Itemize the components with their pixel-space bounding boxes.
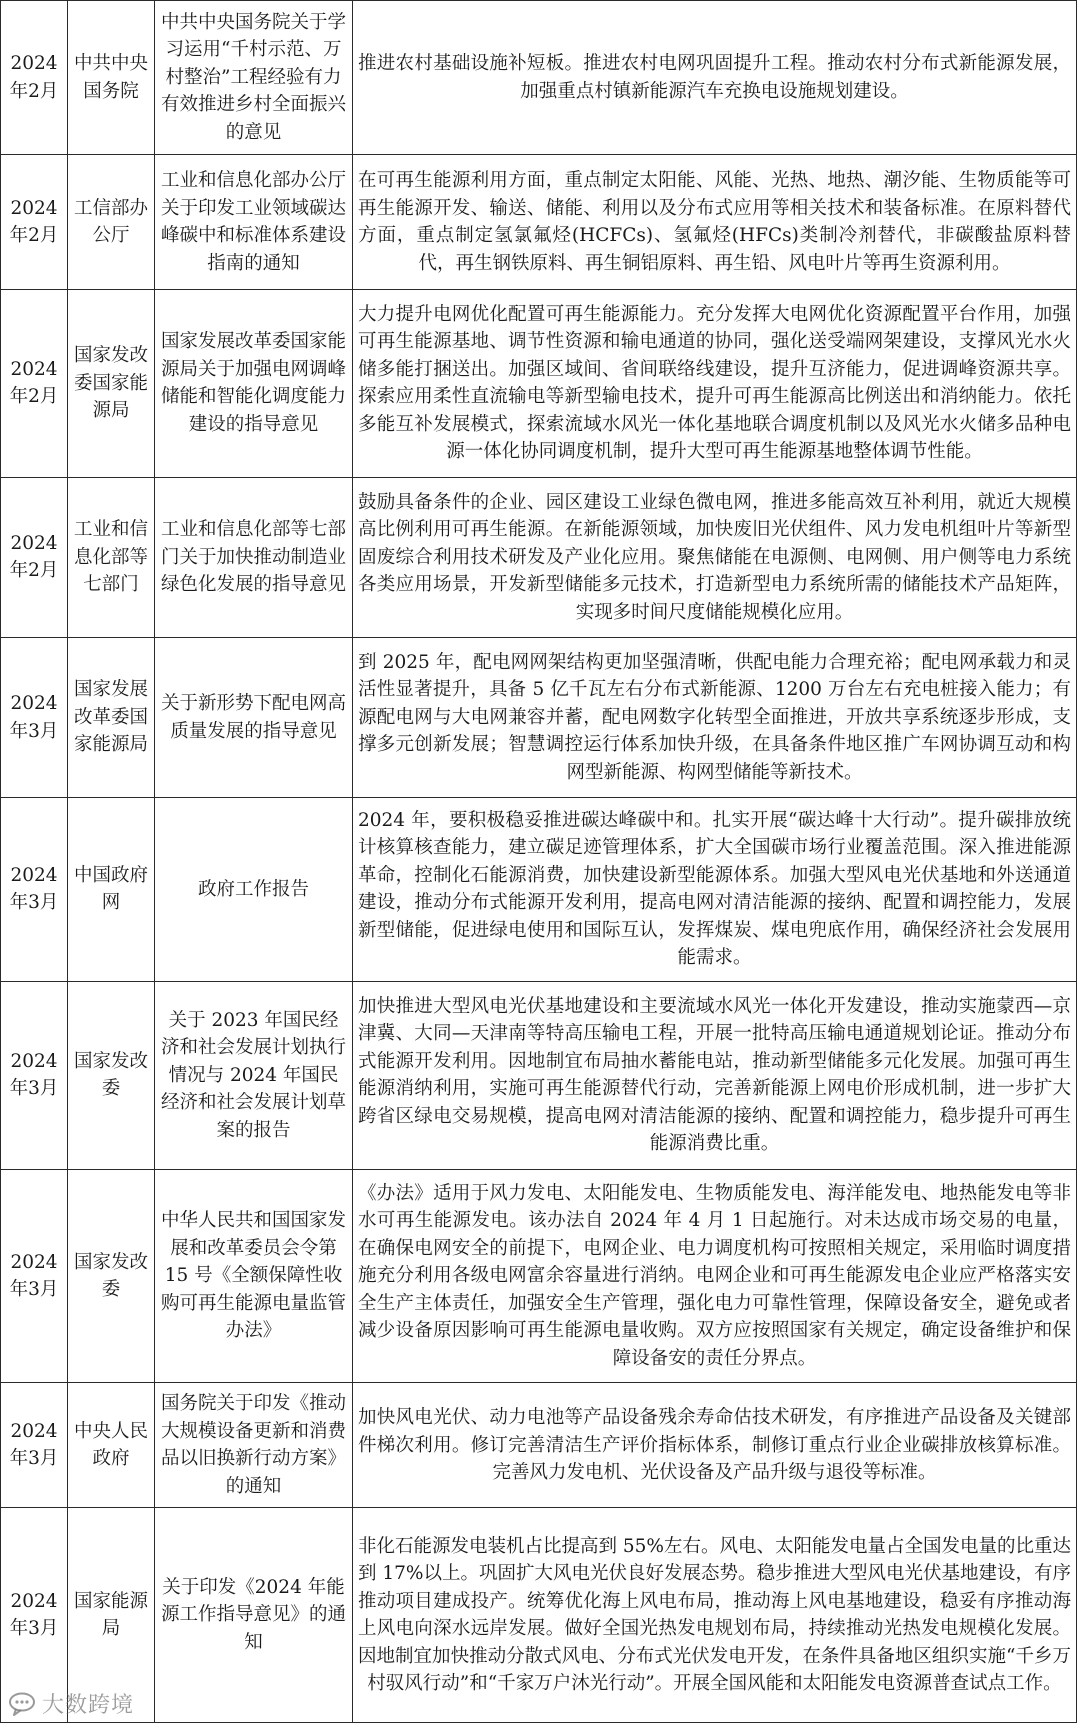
table-row	[1, 289, 1077, 477]
watermark-text: 大数跨境	[42, 1693, 135, 1718]
content-cell: 鼓励具备条件的企业、园区建设工业绿色微电网，推进多能高效互补利用，就近大规模高比例利用可再生能源。在新能源领域，加快废旧光伏组件、风力发电机组叶片等新型固废综合利用技术研发及产业化应用。聚焦储能在电源侧、电网侧、用户侧等电力系统各类应用场景，开发新型储能多元技术，打造新型电力系统所需的储能技术产品矩阵，实现多时间尺度储能规模化应用。	[353, 477, 1077, 637]
table-row	[1, 1383, 1077, 1508]
document-title-cell: 政府工作报告	[155, 798, 353, 982]
table-row	[1, 155, 1077, 290]
date-cell: 2024年3月	[1, 981, 68, 1169]
document-title-cell: 关于 2023 年国民经济和社会发展计划执行情况与 2024 年国民经济和社会发展计划草案的报告	[155, 981, 353, 1169]
issuer-cell: 国家发改委国家能源局	[68, 289, 155, 477]
date-cell: 2024年2月	[1, 289, 68, 477]
issuer-cell: 中央人民政府	[68, 1383, 155, 1508]
issuer-cell: 国家发改委	[68, 981, 155, 1169]
document-title-cell: 中华人民共和国国家发展和改革委员会令第 15 号《全额保障性收购可再生能源电量监管办法》	[155, 1169, 353, 1383]
table-row	[1, 637, 1077, 797]
date-cell: 2024年3月	[1, 1169, 68, 1383]
content-cell: 加快推进大型风电光伏基地建设和主要流域水风光一体化开发建设，推动实施蒙西—京津冀、大同—天津南等特高压输电工程，开展一批特高压输电通道规划论证。推动分布式能源开发利用。因地制宜布局抽水蓄能电站，推动新型储能多元化发展。加强可再生能源消纳利用，实施可再生能源替代行动，完善新能源上网电价形成机制，进一步扩大跨省区绿电交易规模，提高电网对清洁能源的接纳、配置和调控能力，稳步提升可再生能源消费比重。	[353, 981, 1077, 1169]
table-body	[1, 1, 1077, 1723]
document-title-cell: 国家发展改革委国家能源局关于加强电网调峰储能和智能化调度能力建设的指导意见	[155, 289, 353, 477]
document-title-cell: 关于印发《2024 年能源工作指导意见》的通知	[155, 1508, 353, 1723]
issuer-cell: 中国政府网	[68, 798, 155, 982]
issuer-cell: 国家能源局	[68, 1508, 155, 1723]
issuer-cell: 国家发改委	[68, 1169, 155, 1383]
issuer-cell: 国家发展改革委国家能源局	[68, 637, 155, 797]
content-cell: 非化石能源发电装机占比提高到 55%左右。风电、太阳能发电量占全国发电量的比重达到 17%以上。巩固扩大风电光伏良好发展态势。稳步推进大型风电光伏基地建设，有序推动项目建成投产。统筹优化海上风电布局，推动海上风电基地建设，稳妥有序推动海上风电向深水远岸发展。做好全国光热发电规划布局，持续推动光热发电规模化发展。因地制宜加快推动分散式风电、分布式光伏发电开发，在条件具备地区组织实施“千乡万村驭风行动”和“千家万户沐光行动”。开展全国风能和太阳能发电资源普查试点工作。	[353, 1508, 1077, 1723]
content-cell: 到 2025 年，配电网网架结构更加坚强清晰，供配电能力合理充裕；配电网承载力和灵活性显著提升，具备 5 亿千瓦左右分布式新能源、1200 万台左右充电桩接入能力；有源配电网与大电网兼容并蓄，配电网数字化转型全面推进，开放共享系统逐步形成，支撑多元创新发展；智慧调控运行体系加快升级，在具备条件地区推广车网协调互动和构网型新能源、构网型储能等新技术。	[353, 637, 1077, 797]
issuer-cell: 中共中央国务院	[68, 1, 155, 155]
table-row	[1, 1508, 1077, 1723]
date-cell: 2024年3月	[1, 798, 68, 982]
date-cell: 2024年2月	[1, 155, 68, 290]
content-cell: 在可再生能源利用方面，重点制定太阳能、风能、光热、地热、潮汐能、生物质能等可再生能源开发、输送、储能、利用以及分布式应用等相关技术和装备标准。在原料替代方面，重点制定氢氯氟烃(HCFCs)、氢氟烃(HFCs)类制冷剂替代，非碳酸盐原料替代，再生钢铁原料、再生铜铝原料、再生铅、风电叶片等再生资源利用。	[353, 155, 1077, 290]
content-cell: 加快风电光伏、动力电池等产品设备残余寿命估技术研发，有序推进产品设备及关键部件梯次利用。修订完善清洁生产评价指标体系，制修订重点行业企业碳排放核算标准。完善风力发电机、光伏设备及产品升级与退役等标准。	[353, 1383, 1077, 1508]
table-row	[1, 1, 1077, 155]
content-cell: 《办法》适用于风力发电、太阳能发电、生物质能发电、海洋能发电、地热能发电等非水可再生能源发电。该办法自 2024 年 4 月 1 日起施行。对未达成市场交易的电量，在确保电网安全的前提下，电网企业、电力调度机构可按照相关规定，采用临时调度措施充分利用各级电网富余容量进行消纳。电网企业和可再生能源发电企业应严格落实安全生产主体责任，加强安全生产管理，强化电力可靠性管理，保障设备安全，避免或者减少设备原因影响可再生能源电量收购。双方应按照国家有关规定，确定设备维护和保障设备安的责任分界点。	[353, 1169, 1077, 1383]
content-cell: 推进农村基础设施补短板。推进农村电网巩固提升工程。推动农村分布式新能源发展，加强重点村镇新能源汽车充换电设施规划建设。	[353, 1, 1077, 155]
date-cell: 2024年2月	[1, 477, 68, 637]
document-title-cell: 工业和信息化部等七部门关于加快推动制造业绿色化发展的指导意见	[155, 477, 353, 637]
document-title-cell: 中共中央国务院关于学习运用“千村示范、万村整治”工程经验有力有效推进乡村全面振兴的意见	[155, 1, 353, 155]
issuer-cell: 工业和信息化部等七部门	[68, 477, 155, 637]
date-cell: 2024年3月	[1, 1508, 68, 1723]
document-title-cell: 关于新形势下配电网高质量发展的指导意见	[155, 637, 353, 797]
content-cell: 大力提升电网优化配置可再生能源能力。充分发挥大电网优化资源配置平台作用，加强可再生能源基地、调节性资源和输电通道的协同，强化送受端网架建设，支撑风光水火储多能打捆送出。加强区域间、省间联络线建设，提升互济能力，促进调峰资源共享。探索应用柔性直流输电等新型输电技术，提升可再生能源高比例送出和消纳能力。依托多能互补发展模式，探索流域水风光一体化基地联合调度机制以及风光水火储多品种电源一体化协同调度机制，提升大型可再生能源基地整体调节性能。	[353, 289, 1077, 477]
issuer-cell: 工信部办公厅	[68, 155, 155, 290]
table-row	[1, 477, 1077, 637]
document-title-cell: 国务院关于印发《推动大规模设备更新和消费品以旧换新行动方案》的通知	[155, 1383, 353, 1508]
date-cell: 2024年2月	[1, 1, 68, 155]
date-cell: 2024年3月	[1, 637, 68, 797]
document-title-cell: 工业和信息化部办公厅关于印发工业领域碳达峰碳中和标准体系建设指南的通知	[155, 155, 353, 290]
table-row	[1, 981, 1077, 1169]
date-cell: 2024年3月	[1, 1383, 68, 1508]
table-row	[1, 798, 1077, 982]
content-cell: 2024 年，要积极稳妥推进碳达峰碳中和。扎实开展“碳达峰十大行动”。提升碳排放统计核算核查能力，建立碳足迹管理体系，扩大全国碳市场行业覆盖范围。深入推进能源革命，控制化石能源消费，加快建设新型能源体系。加强大型风电光伏基地和外送通道建设，推动分布式能源开发利用，提高电网对清洁能源的接纳、配置和调控能力，发展新型储能，促进绿电使用和国际互认，发挥煤炭、煤电兜底作用，确保经济社会发展用能需求。	[353, 798, 1077, 982]
table-row	[1, 1169, 1077, 1383]
